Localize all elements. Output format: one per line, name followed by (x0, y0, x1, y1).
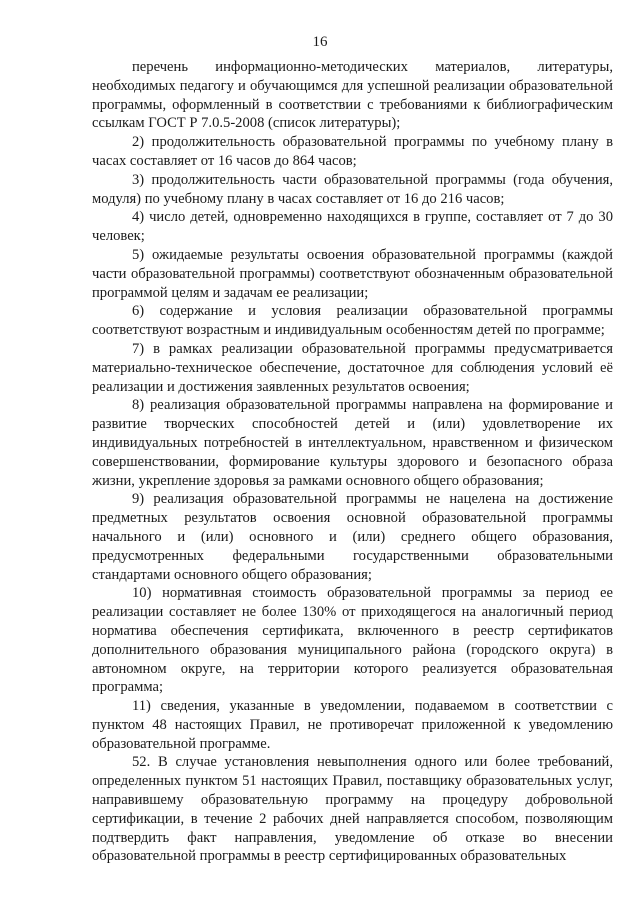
paragraph-item-8: 8) реализация образовательной программы направлена на формирование и развитие творческих способностей детей и (или) удовлетворение их индивидуальных потребностей в интеллектуальном, нравственном и физическом совершенствовании, формирование культуры здорового и безопасного образа жизни, укрепление здоровья за рамками основного общего образования; (92, 397, 613, 489)
paragraph-item-7: 7) в рамках реализации образовательной программы предусматривается материально-техническое обеспечение, достаточное для соблюдения условий её реализации и достижения заявленных результатов освоения; (92, 340, 613, 395)
page-number: 16 (312, 34, 328, 50)
paragraph-item-2: 2) продолжительность образовательной программы по учебному плану в часах составляет от 16 часов до 864 часов; (92, 134, 613, 169)
paragraph-literature-list: перечень информационно-методических материалов, литературы, необходимых педагогу и обучающимся для успешной реализации образовательной программы, оформленный в соответствии с требованиями к библиографическим ссылкам ГОСТ Р 7.0.5-2008 (список литературы); (92, 59, 613, 132)
paragraph-clause-52: 52. В случае установления невыполнения одного или более требований, определенных пунктом 51 настоящих Правил, поставщику образовательных услуг, направившему образовательную программу на процедуру добровольной сертификации, в течение 2 рабочих дней направляется способом, позволяющим подтвердить факт направления, уведомление об отказе во внесении образовательной программы в реестр сертифицированных образовательных (92, 754, 613, 865)
paragraph-item-6: 6) содержание и условия реализации образовательной программы соответствуют возрастным и индивидуальным особенностям детей по программе; (92, 303, 613, 339)
paragraph-item-4: 4) число детей, одновременно находящихся в группе, составляет от 7 до 30 человек; (92, 209, 613, 245)
paragraph-item-11: 11) сведения, указанные в уведомлении, подаваемом в соответствии с пунктом 48 настоящих Правил, не противоречат приложенной к уведомлению образовательной программе. (92, 698, 613, 752)
paragraph-item-3: 3) продолжительность части образовательной программы (года обучения, модуля) по учебному плану в часах составляет от 16 до 216 часов; (92, 171, 613, 207)
paragraph-item-10: 10) нормативная стоимость образовательной программы за период ее реализации составляет не более 130% от приходящегося на аналогичный период норматива обеспечения сертификата, включенного в реестр сертификатов дополнительного образования муниципального района (городского округа) в автономном округе, на территории которого реализуется образовательная программа; (92, 585, 613, 696)
paragraph-item-9: 9) реализация образовательной программы не нацелена на достижение предметных результатов освоения основной образовательной программы начального и (или) основного и (или) среднего общего образования, предусмотренных федеральными государственными образовательными стандартами основного общего образования; (92, 491, 613, 583)
paragraph-item-5: 5) ожидаемые результаты освоения образовательной программы (каждой части образовательной программы) соответствуют обозначенным образовательной программой целям и задачам ее реализации; (92, 246, 613, 301)
document-body (92, 58, 613, 866)
